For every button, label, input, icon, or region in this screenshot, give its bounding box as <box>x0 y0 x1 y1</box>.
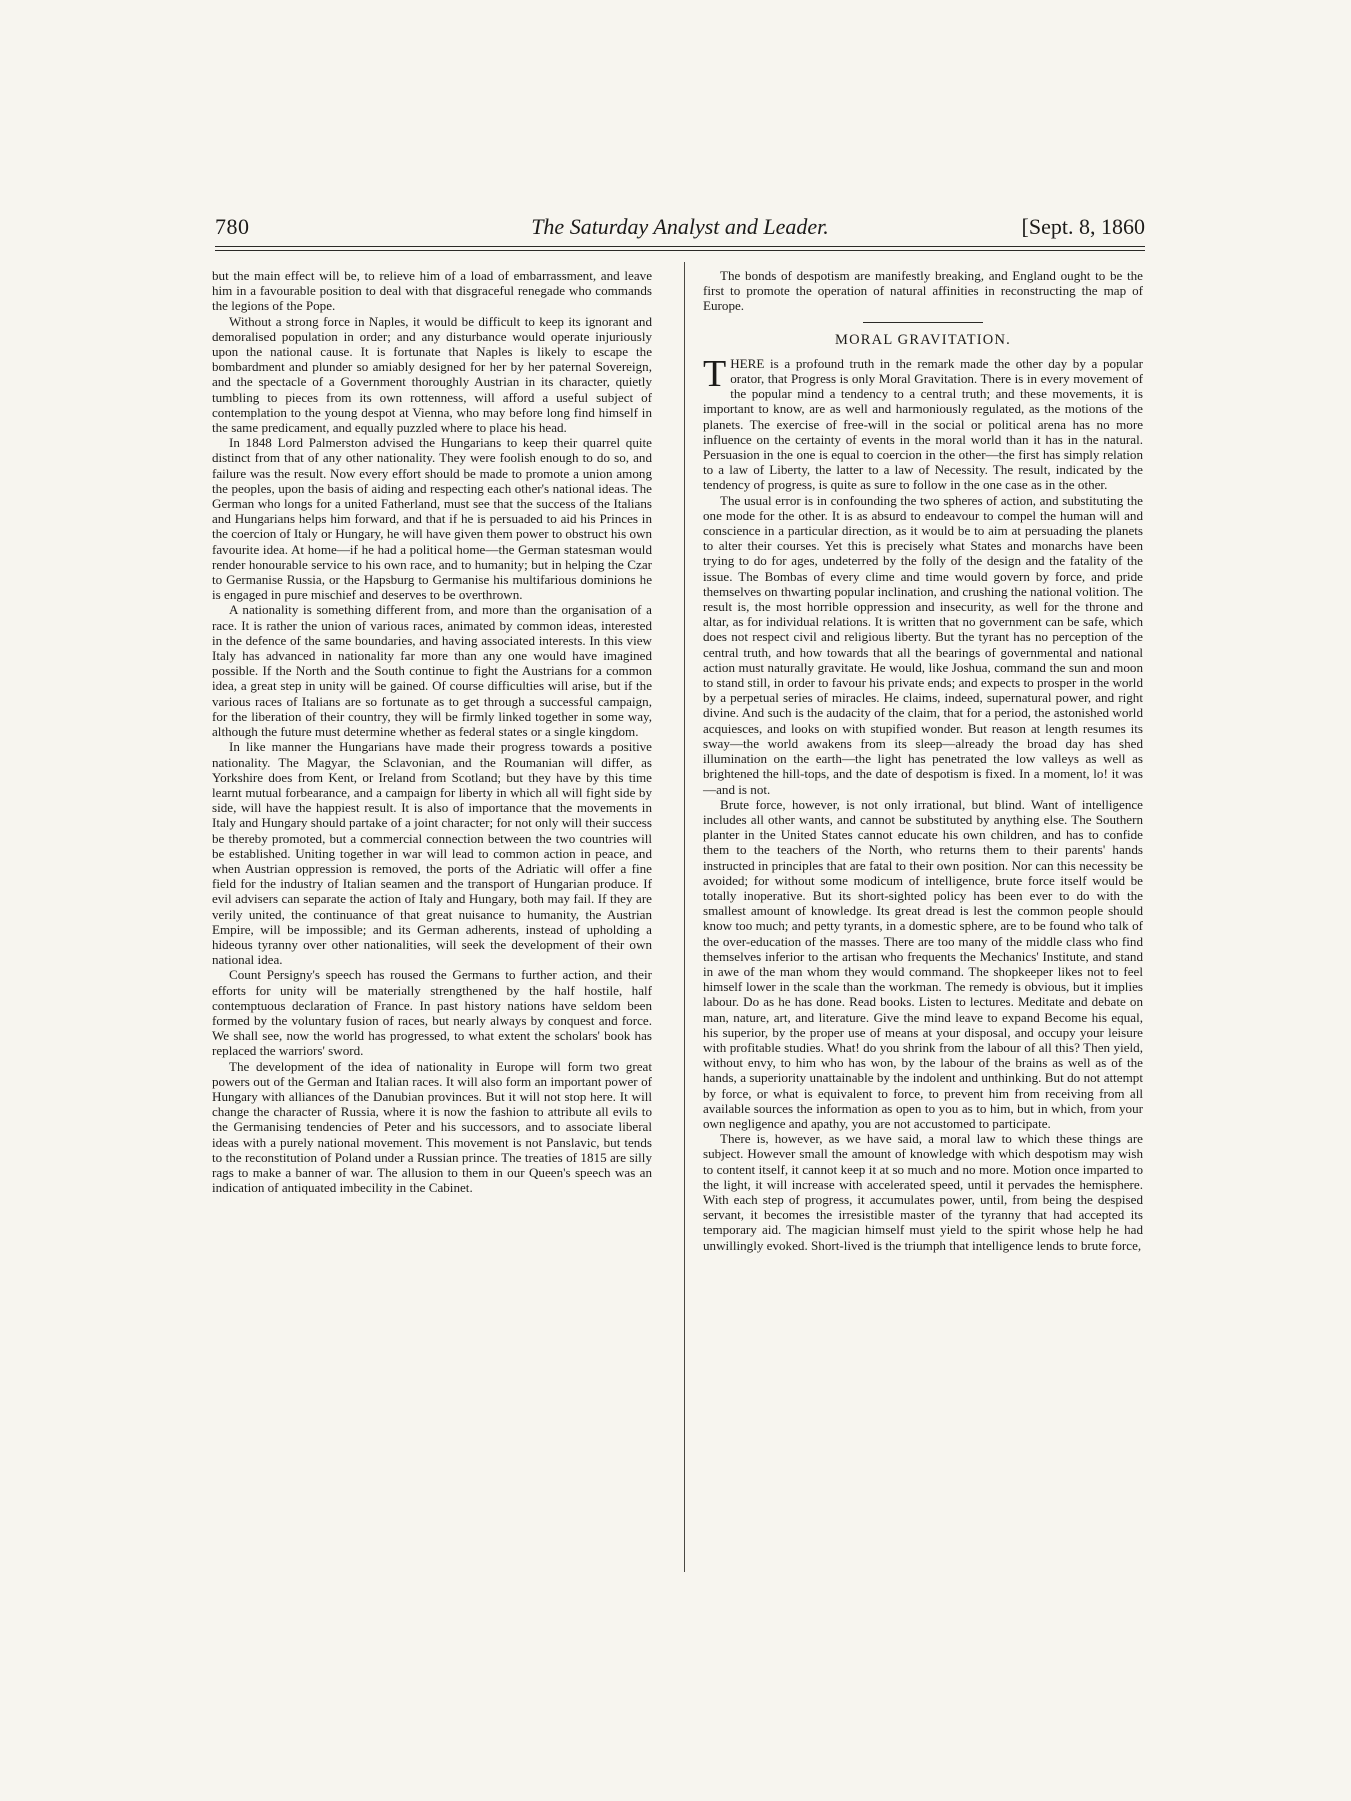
page-number: 780 <box>215 214 250 239</box>
left-paragraph-2: Without a strong force in Naples, it would be difficult to keep its ignorant and demoralised population in order; and any disturbance would operate injuriously upon the national cause. It is fortunate that Naples is likely to escape the bombardment and plunder so amiably designed for her by her paternal Sovereign, and the spectacle of a Government thoroughly Austrian in its character, quietly tumbling to pieces from its own rottenness, will afford a useful subject of contemplation to the young despot at Vienna, who may before long find himself in the same predicament, and equally puzzled where to place his head. <box>212 313 652 436</box>
right-column <box>703 268 1143 1253</box>
left-column <box>212 268 652 1195</box>
right-paragraph-4: There is, however, as we have said, a moral law to which these things are subject. However small the amount of knowledge with which despotism may wish to content itself, it cannot keep it at so much and no more. Motion once imparted to the light, it will increase with accelerated speed, until it pervades the hemisphere. With each step of progress, it accumulates power, until, from being the despised servant, it becomes the irresistible master of the tyranny that had accepted its temporary aid. The magician himself must yield to the spirit whose help he had unwillingly evoked. Short-lived is the triumph that intelligence lends to brute force, <box>703 1131 1143 1253</box>
journal-title: The Saturday Analyst and Leader. <box>531 214 829 239</box>
right-paragraph-2: The usual error is in confounding the two spheres of action, and substituting the one mode for the other. It is as absurd to endeavour to compel the human will and conscience in a particular direction, as it would be to aim at persuading the planets to alter their courses. Yet this is precisely what States and monarchs have been trying to do for ages, undeterred by the folly of the design and the fatality of the issue. The Bombas of every clime and time would govern by force, and pride themselves on thwarting popular inclination, and crushing the national volition. The result is, the most horrible oppression and insecurity, as well for the throne and altar, as for individual relations. It is written that no government can be safe, which does not respect civil and religious liberty. But the tyrant has no perception of the central truth, and how towards that all the bearings of governmental and national action must naturally gravitate. He would, like Joshua, command the sun and moon to stand still, in order to favour his private ends; and expects to prosper in the world by a perpetual series of miracles. He claims, indeed, supernatural power, and right divine. And such is the audacity of the claim, that for a period, the astonished world acquiesces, and looks on with stupified wonder. But reason at length resumes its sway—the world awakens from its sleep—already the broad day has shed illumination on the earth—the light has penetrated the low valleys as well as brightened the hill-tops, and the date of despotism is fixed. In a moment, lo! it was—and is not. <box>703 492 1143 797</box>
left-paragraph-3: In 1848 Lord Palmerston advised the Hungarians to keep their quarrel quite distinct from that of any other nationality. They were foolish enough to do so, and failure was the result. Now every effort should be made to promote a union among the peoples, upon the basis of aiding and respecting each other's national ideas. The German who longs for a united Fatherland, must see that the success of the Italians and Hungarians helps him forward, and that if he is persuaded to aid his Princes in the coercion of Italy or Hungary, he will have given them power to obstruct his own favourite idea. At home—if he had a political home—the German statesman would render honourable service to his own race, and to humanity; but in helping the Czar to Germanise Russia, or the Hapsburg to Germanise his multifarious dominions he is engaged in pure mischief and deserves to be overthrown. <box>212 435 652 603</box>
right-intro-paragraph: The bonds of despotism are manifestly breaking, and England ought to be the first to promote the operation of natural affinities in reconstructing the map of Europe. <box>703 268 1143 314</box>
issue-date: [Sept. 8, 1860 <box>1021 214 1145 239</box>
section-rule <box>863 322 983 323</box>
drop-cap: T <box>703 352 727 395</box>
left-paragraph-6: Count Persigny's speech has roused the Germans to further action, and their efforts for unity will be materially strengthened by the half hostile, half contemptuous declaration of France. In past history nations have seldom been formed by the voluntary fusion of races, but nearly always by conquest and force. We shall see, now the world has progressed, to what extent the scholars' book has replaced the warriors' sword. <box>212 967 652 1059</box>
right-paragraph-1-text: HERE is a profound truth in the remark made the other day by a popular orator, that Progress is only Moral Gravitation. There is in every movement of the popular mind a tendency to a central truth; and these movements, it is important to know, are as well and harmoniously regulated, as the motions of the planets. The exercise of free-will in the social or political arena has no more influence on the certainty of events in the moral world than it has in the natural. Persuasion in the one is equal to coercion in the other—the first has simply relation to a law of Liberty, the latter to a law of Necessity. The result, indicated by the tendency of progress, is quite as sure to follow in the one case as in the other. <box>703 355 1143 493</box>
column-divider <box>684 262 685 1572</box>
section-title: MORAL GRAVITATION. <box>835 331 1011 348</box>
header-rule <box>215 246 1145 251</box>
left-paragraph-1: but the main effect will be, to relieve him of a load of embarrassment, and leave him in a favourable position to deal with that disgraceful renegade who commands the legions of the Pope. <box>212 268 652 314</box>
left-paragraph-4: A nationality is something different from, and more than the organisation of a race. It is rather the union of various races, animated by common ideas, interested in the defence of the same boundaries, and having associated interests. In this view Italy has advanced in nationality far more than any one would have imagined possible. If the North and the South continue to fight the Austrians for a common idea, a great step in unity will be gained. Of course difficulties will arise, but if the various races of Italians are so fortunate as to get through a successful campaign, for the liberation of their country, they will be firmly linked together in some way, although the future must determine whether as federal states or a single kingdom. <box>212 602 652 740</box>
right-paragraph-1 <box>703 352 1143 493</box>
left-paragraph-7: The development of the idea of nationality in Europe will form two great powers out of the German and Italian races. It will also form an important power of Hungary with alliances of the Danubian provinces. But it will not stop here. It will change the character of Russia, where it is now the fashion to attribute all evils to the Germanising tendencies of Peter and his successors, and to associate liberal ideas with a purely national movement. This movement is not Panslavic, but tends to the reconstitution of Poland under a Russian prince. The treaties of 1815 are silly rags to make a banner of war. The allusion to them in our Queen's speech was an indication of antiquated imbecility in the Cabinet. <box>212 1058 652 1196</box>
right-paragraph-3: Brute force, however, is not only irrational, but blind. Want of intelligence includes all other wants, and cannot be substituted by anything else. The Southern planter in the United States cannot educate his own children, and has to confide them to the teachers of the North, who returns them to their parents' hands instructed in principles that are fatal to their own position. Nor can this necessity be avoided; for without some modicum of intelligence, brute force itself would be totally inoperative. But its short-sighted policy has been ever to do with the smallest amount of knowledge. Its great dread is lest the common people should know too much; and petty tyrants, in a domestic sphere, are to be found who talk of the over-education of the masses. There are too many of the middle class who find themselves inferior to the artisan who frequents the Mechanics' Institute, and stand in awe of the man whom they would command. The shopkeeper likes not to feel himself lower in the scale than the workman. The remedy is obvious, but it implies labour. Do as he has done. Read books. Listen to lectures. Meditate and debate on man, nature, art, and literature. Give the mind leave to expand Become his equal, his superior, by the proper use of means at your disposal, and occupy your leisure with profitable studies. What! do you shrink from the labour of all this? Then yield, without envy, to him who has won, by the labour of the brains as well as of the hands, a superiority unattainable by the indolent and unthinking. But do not attempt by force, or what is equivalent to force, to prevent him from receiving from all available sources the information as open to you as to him, but in which, from your own negligence and apathy, you are not accustomed to participate. <box>703 796 1143 1131</box>
page-header <box>215 210 1145 242</box>
left-paragraph-5: In like manner the Hungarians have made their progress towards a positive nationality. The Magyar, the Sclavonian, and the Roumanian will differ, as Yorkshire does from Kent, or Ireland from Scotland; but they have by this time learnt mutual forbearance, and a campaign for liberty in which all will fight side by side, will have the happiest result. It is also of importance that the movements in Italy and Hungary should partake of a joint character; for not only will their success be thereby promoted, but a commercial connection between the two countries will be established. Uniting together in war will lead to common action in peace, and when Austrian oppression is removed, the ports of the Adriatic will offer a fine field for the industry of Italian seamen and the transport of Hungarian produce. If evil advisers can separate the action of Italy and Hungary, both may fail. If they are verily united, the continuance of that great nuisance to humanity, the Austrian Empire, will be impossible; and its German adherents, instead of upholding a hideous tyranny over other nationalities, will seek the development of their own national idea. <box>212 739 652 968</box>
